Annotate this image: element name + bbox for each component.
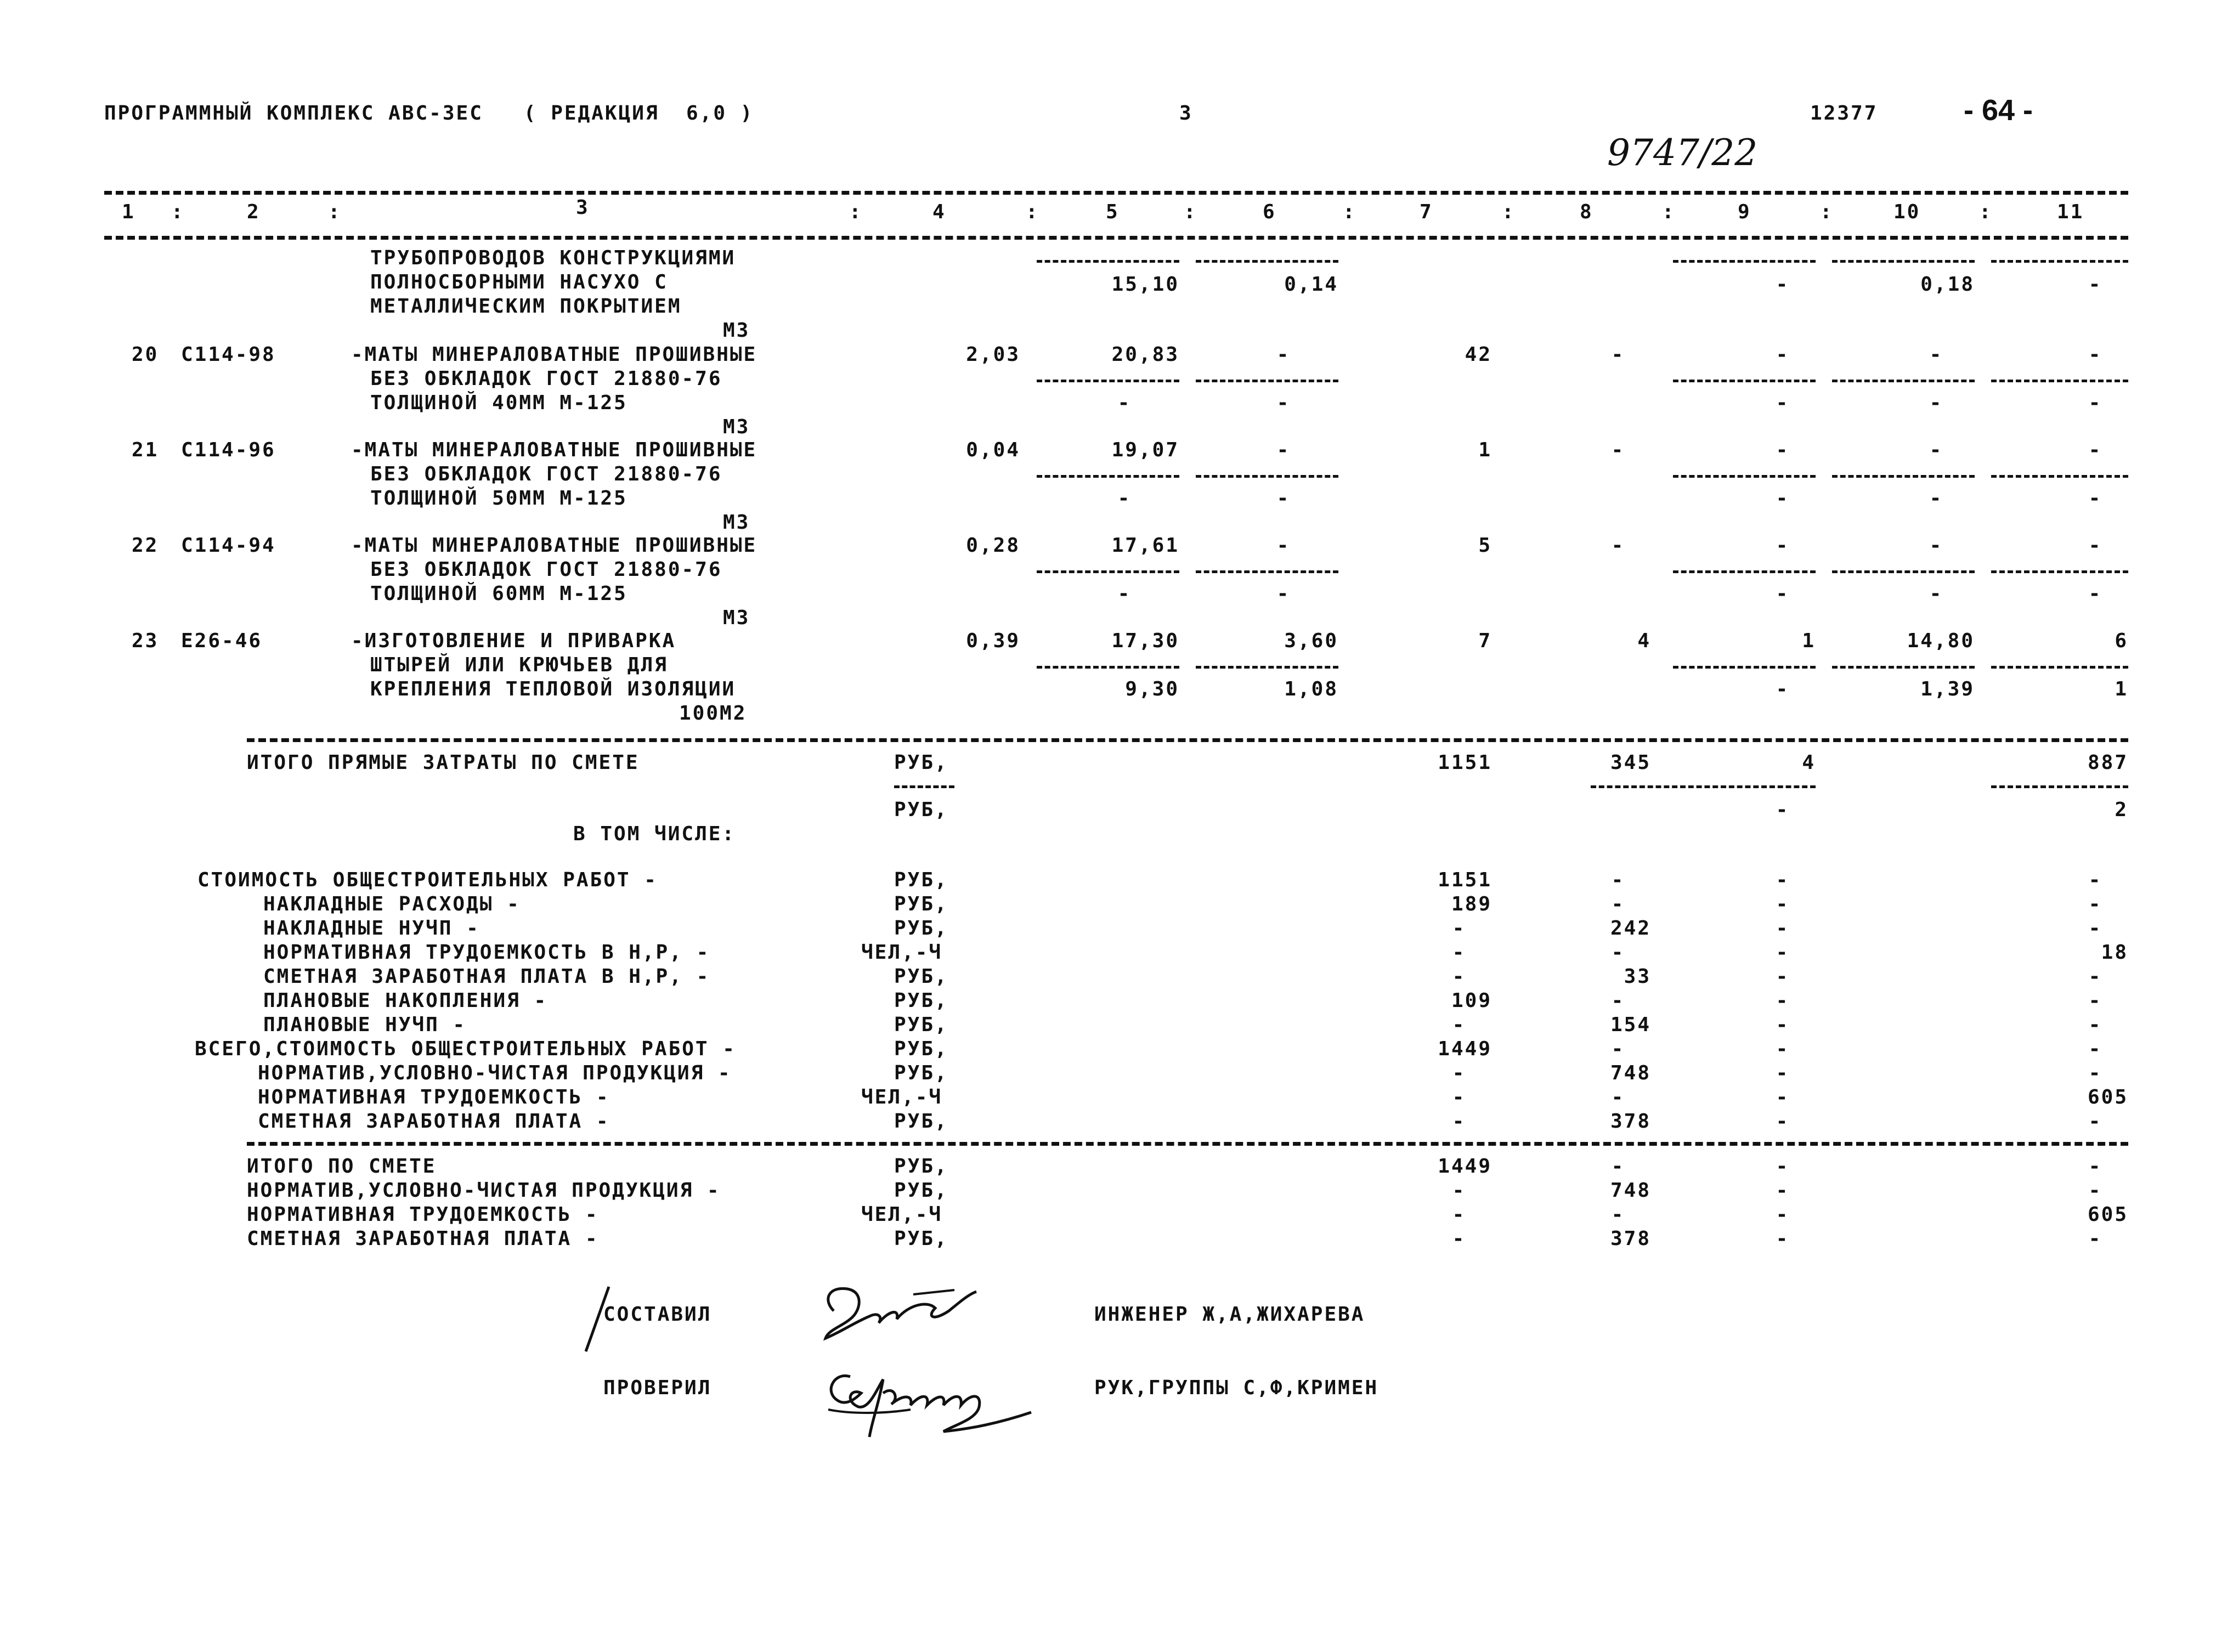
cell-rule	[1991, 475, 2128, 478]
cell-c8: -	[1611, 343, 1625, 366]
cell-c11: -	[2088, 1155, 2102, 1178]
composed-by: ИНЖЕНЕР Ж,А,ЖИХАРЕВА	[1094, 1303, 1365, 1326]
cell-c10: -	[1929, 439, 1943, 461]
cell-c9: 4	[1802, 751, 1816, 774]
cell-c11: -	[2088, 989, 2102, 1012]
cell-c7: 1449	[1438, 1155, 1492, 1178]
cell-c8: -	[1611, 439, 1625, 461]
header-bottom-rule	[104, 236, 2128, 240]
cell-c9-sub: -	[1776, 487, 1790, 510]
unit-label: РУБ,	[894, 1110, 948, 1133]
cell-c5: 17,61	[1111, 534, 1179, 557]
top-rule	[104, 191, 2128, 195]
item-label: НАКЛАДНЫЕ НУЧП -	[263, 917, 480, 940]
cell-c9: -	[1776, 989, 1790, 1012]
handwritten-number: 9747/22	[1607, 132, 1758, 174]
unit-label: М3	[723, 416, 750, 438]
cell-c9: 1	[1802, 630, 1816, 652]
cell-c9: -	[1776, 1227, 1790, 1250]
cell-c5-sub: -	[1117, 487, 1132, 510]
cell-rule	[1832, 260, 1975, 263]
cell-c11: -	[2088, 917, 2102, 940]
unit-label: РУБ,	[894, 869, 948, 891]
item-label: НОРМАТИВНАЯ ТРУДОЕМКОСТЬ -	[247, 1203, 599, 1226]
cell-c8: -	[1611, 989, 1625, 1012]
cell-c8: -	[1611, 1086, 1625, 1108]
cell-c11: -	[2088, 343, 2102, 366]
desc-line: КРЕПЛЕНИЯ ТЕПЛОВОЙ ИЗОЛЯЦИИ	[370, 678, 736, 700]
cell-c11: 18	[2101, 941, 2128, 964]
unit-label: РУБ,	[894, 799, 948, 821]
cell-c11: -	[2088, 1062, 2102, 1084]
cell-c8: 748	[1610, 1179, 1651, 1202]
cell-c8: -	[1611, 1155, 1625, 1178]
cell-c10-sub: -	[1929, 582, 1943, 605]
col-header-10: 10	[1893, 201, 1921, 223]
cell-c11: 6	[2115, 630, 2128, 652]
signature-composed	[817, 1278, 982, 1349]
cell-c11-sub: -	[2088, 582, 2102, 605]
col-sep: :	[171, 201, 185, 223]
cell-rule	[1037, 260, 1179, 263]
row-number: 22	[132, 534, 159, 557]
section-rule	[247, 1142, 2128, 1146]
cell-c11: -	[2088, 1179, 2102, 1202]
row-code: С114-98	[181, 343, 276, 366]
page-number: - 64 -	[1964, 94, 2033, 127]
cell-c11: -	[2088, 439, 2102, 461]
cell-c10: 14,80	[1907, 630, 1975, 652]
cell-c9: -	[1776, 1038, 1790, 1060]
cell-rule	[1196, 475, 1338, 478]
cell-c11: -	[2088, 1014, 2102, 1036]
cell-c9: -	[1776, 1179, 1790, 1202]
cell-rule	[1991, 380, 2128, 382]
item-label: СМЕТНАЯ ЗАРАБОТНАЯ ПЛАТА В Н,Р, -	[263, 965, 710, 988]
signature-checked	[817, 1355, 1037, 1453]
cell-c7: -	[1452, 1062, 1466, 1084]
item-label: СМЕТНАЯ ЗАРАБОТНАЯ ПЛАТА -	[247, 1227, 599, 1250]
cell-rule	[1196, 260, 1338, 263]
cell-c8: 748	[1610, 1062, 1651, 1084]
col-sep: :	[1662, 201, 1676, 223]
cell-c7: -	[1452, 1203, 1466, 1226]
cell-c11: -	[2088, 869, 2102, 891]
cell-c7: 7	[1478, 630, 1492, 652]
unit-label: ЧЕЛ,-Ч	[861, 1203, 943, 1226]
cell-c6-sub: 1,08	[1284, 678, 1338, 700]
cell-rule	[1991, 570, 2128, 573]
cell-rule	[1196, 666, 1338, 669]
item-label: НАКЛАДНЫЕ РАСХОДЫ -	[263, 893, 521, 915]
unit-label: РУБ,	[894, 1038, 948, 1060]
cell-rule	[1673, 666, 1816, 669]
unit-label: 100М2	[679, 702, 747, 725]
cell-c11: -	[2088, 893, 2102, 915]
col-header-5: 5	[1106, 201, 1120, 223]
cell-c8: 378	[1610, 1110, 1651, 1133]
desc-line: ПОЛНОСБОРНЫМИ НАСУХО С	[370, 271, 668, 293]
cell-c7: 1	[1478, 439, 1492, 461]
cell-c7: -	[1452, 1086, 1466, 1108]
item-label: ИТОГО ПО СМЕТЕ	[247, 1155, 437, 1178]
item-label: НОРМАТИВ,УСЛОВНО-ЧИСТАЯ ПРОДУКЦИЯ -	[258, 1062, 732, 1084]
col-sep: :	[1026, 201, 1039, 223]
col-sep: :	[1979, 201, 1993, 223]
desc-line: ТОЛЩИНОЙ 60ММ М-125	[370, 582, 628, 605]
unit-label: ЧЕЛ,-Ч	[861, 941, 943, 964]
cell-c6-sub: -	[1276, 582, 1291, 605]
cell-c11-sub: 1	[2115, 678, 2128, 700]
col-sep: :	[849, 201, 863, 223]
cell-c11: 887	[2087, 751, 2128, 774]
unit-label: РУБ,	[894, 1227, 948, 1250]
col-sep: :	[328, 201, 342, 223]
col-header-6: 6	[1263, 201, 1276, 223]
unit-label: М3	[723, 511, 750, 534]
item-label: СТОИМОСТЬ ОБЩЕСТРОИТЕЛЬНЫХ РАБОТ -	[197, 869, 658, 891]
cell-c10: 0,18	[1920, 273, 1975, 296]
unit-label: РУБ,	[894, 965, 948, 988]
unit-label: РУБ,	[894, 1179, 948, 1202]
cell-c9: -	[1776, 965, 1790, 988]
cell-c8: 345	[1610, 751, 1651, 774]
item-label: НОРМАТИВНАЯ ТРУДОЕМКОСТЬ В Н,Р, -	[263, 941, 710, 964]
desc-line: -МАТЫ МИНЕРАЛОВАТНЫЕ ПРОШИВНЫЕ	[351, 439, 757, 461]
cell-c10-sub: -	[1929, 392, 1943, 414]
cell-c10: -	[1929, 343, 1943, 366]
cell-rule	[1591, 785, 1816, 788]
col-header-8: 8	[1580, 201, 1593, 223]
cell-c9: -	[1776, 917, 1790, 940]
desc-line: БЕЗ ОБКЛАДОК ГОСТ 21880-76	[370, 367, 722, 390]
cell-rule	[1832, 666, 1975, 669]
cell-c4: 0,28	[966, 534, 1020, 557]
col-sep: :	[1343, 201, 1356, 223]
cell-c11: -	[2088, 273, 2102, 296]
cell-c6: -	[1276, 439, 1291, 461]
cell-c5-sub: -	[1117, 582, 1132, 605]
cell-c9: -	[1776, 893, 1790, 915]
desc-line: БЕЗ ОБКЛАДОК ГОСТ 21880-76	[370, 463, 722, 485]
cell-c9: -	[1776, 1062, 1790, 1084]
cell-c11-sub: 2	[2115, 799, 2128, 821]
cell-c7: 109	[1451, 989, 1492, 1012]
col-sep: :	[1502, 201, 1516, 223]
cell-c4: 0,04	[966, 439, 1020, 461]
cell-c6: 3,60	[1284, 630, 1338, 652]
col-header-11: 11	[2057, 201, 2084, 223]
cell-c7: 1449	[1438, 1038, 1492, 1060]
desc-line: ШТЫРЕЙ ИЛИ КРЮЧЬЕВ ДЛЯ	[370, 654, 668, 676]
cell-c9: -	[1776, 273, 1790, 296]
row-number: 21	[132, 439, 159, 461]
desc-line: ТОЛЩИНОЙ 50ММ М-125	[370, 487, 628, 510]
cell-c5: 17,30	[1111, 630, 1179, 652]
cell-c8: 242	[1610, 917, 1651, 940]
cell-c9-sub: -	[1776, 678, 1790, 700]
cell-c11: -	[2088, 1038, 2102, 1060]
cell-c6: 0,14	[1284, 273, 1338, 296]
cell-c11: -	[2088, 1110, 2102, 1133]
cell-c7: 1151	[1438, 751, 1492, 774]
desc-line: -ИЗГОТОВЛЕНИЕ И ПРИВАРКА	[351, 630, 676, 652]
cell-rule	[1832, 570, 1975, 573]
cell-c9: -	[1776, 439, 1790, 461]
cell-c11: -	[2088, 534, 2102, 557]
cell-c8: -	[1611, 941, 1625, 964]
row-number: 23	[132, 630, 159, 652]
cell-c5: 20,83	[1111, 343, 1179, 366]
unit-label: РУБ,	[894, 1155, 948, 1178]
unit-label: РУБ,	[894, 1062, 948, 1084]
composed-label: СОСТАВИЛ	[603, 1303, 712, 1326]
direct-total-label: ИТОГО ПРЯМЫЕ ЗАТРАТЫ ПО СМЕТЕ	[247, 751, 640, 774]
cell-c8: -	[1611, 893, 1625, 915]
cell-c9-sub: -	[1776, 392, 1790, 414]
desc-line: ТРУБОПРОВОДОВ КОНСТРУКЦИЯМИ	[370, 247, 736, 269]
checked-by: РУК,ГРУППЫ С,Ф,КРИМЕН	[1094, 1377, 1379, 1399]
cell-c7: -	[1452, 941, 1466, 964]
cell-c7: 42	[1465, 343, 1492, 366]
col-header-4: 4	[932, 201, 946, 223]
unit-label: М3	[723, 319, 750, 342]
cell-rule	[1196, 380, 1338, 382]
cell-c8: -	[1611, 869, 1625, 891]
cell-c8: 33	[1624, 965, 1651, 988]
unit-label: РУБ,	[894, 917, 948, 940]
including-label: В ТОМ ЧИСЛЕ:	[573, 823, 736, 845]
item-label: ВСЕГО,СТОИМОСТЬ ОБЩЕСТРОИТЕЛЬНЫХ РАБОТ -	[195, 1038, 736, 1060]
cell-c5: 19,07	[1111, 439, 1179, 461]
cell-c9: -	[1776, 1014, 1790, 1036]
cell-c9: -	[1776, 869, 1790, 891]
cell-c5-sub: -	[1117, 392, 1132, 414]
cell-rule	[1832, 380, 1975, 382]
col-header-7: 7	[1420, 201, 1433, 223]
desc-line: БЕЗ ОБКЛАДОК ГОСТ 21880-76	[370, 558, 722, 581]
cell-c9: -	[1776, 1203, 1790, 1226]
cell-c7: -	[1452, 1110, 1466, 1133]
cell-rule	[894, 785, 954, 788]
cell-c8: -	[1611, 1203, 1625, 1226]
unit-label: РУБ,	[894, 893, 948, 915]
item-label: СМЕТНАЯ ЗАРАБОТНАЯ ПЛАТА -	[258, 1110, 610, 1133]
cell-c7: -	[1452, 965, 1466, 988]
cell-rule	[1037, 475, 1179, 478]
desc-line: ТОЛЩИНОЙ 40ММ М-125	[370, 392, 628, 414]
unit-label: М3	[723, 607, 750, 629]
cell-rule	[1673, 475, 1816, 478]
item-label: ПЛАНОВЫЕ НАКОПЛЕНИЯ -	[263, 989, 548, 1012]
cell-rule	[1196, 570, 1338, 573]
cell-c9-sub: -	[1776, 582, 1790, 605]
program-title: ПРОГРАММНЫЙ КОМПЛЕКС АВС-3ЕС ( РЕДАКЦИЯ 6,0 )	[104, 102, 754, 125]
cell-rule	[1832, 475, 1975, 478]
cell-rule	[1673, 260, 1816, 263]
row-number: 20	[132, 343, 159, 366]
item-label: НОРМАТИВНАЯ ТРУДОЕМКОСТЬ -	[258, 1086, 610, 1108]
section-rule	[247, 738, 2128, 742]
cell-c6-sub: -	[1276, 487, 1291, 510]
cell-c9: -	[1776, 343, 1790, 366]
cell-c7: -	[1452, 1179, 1466, 1202]
row-code: С114-94	[181, 534, 276, 557]
cell-c7: 1151	[1438, 869, 1492, 891]
desc-line: -МАТЫ МИНЕРАЛОВАТНЫЕ ПРОШИВНЫЕ	[351, 534, 757, 557]
cell-c8: 378	[1610, 1227, 1651, 1250]
cell-c7: -	[1452, 1014, 1466, 1036]
page-center-number: 3	[1179, 102, 1193, 125]
cell-c9: -	[1776, 941, 1790, 964]
cell-c9: -	[1776, 534, 1790, 557]
cell-rule	[1991, 260, 2128, 263]
cell-c11: -	[2088, 965, 2102, 988]
cell-c7: -	[1452, 917, 1466, 940]
item-label: НОРМАТИВ,УСЛОВНО-ЧИСТАЯ ПРОДУКЦИЯ -	[247, 1179, 721, 1202]
cell-c6: -	[1276, 343, 1291, 366]
cell-c5: 15,10	[1111, 273, 1179, 296]
col-header-3: 3	[576, 196, 590, 219]
col-sep: :	[1184, 201, 1197, 223]
col-header-1: 1	[122, 201, 135, 223]
cell-c6: -	[1276, 534, 1291, 557]
col-sep: :	[1820, 201, 1834, 223]
cell-c4: 2,03	[966, 343, 1020, 366]
cell-rule	[1991, 785, 2128, 788]
cell-c8: 154	[1610, 1014, 1651, 1036]
row-code: Е26-46	[181, 630, 263, 652]
cell-c8: 4	[1637, 630, 1651, 652]
cell-c6-sub: -	[1276, 392, 1291, 414]
unit-label: РУБ,	[894, 989, 948, 1012]
cell-c8: -	[1611, 1038, 1625, 1060]
cell-c7: -	[1452, 1227, 1466, 1250]
cell-c5-sub: 9,30	[1125, 678, 1179, 700]
cell-c10-sub: -	[1929, 487, 1943, 510]
cell-c7: 189	[1451, 893, 1492, 915]
item-label: ПЛАНОВЫЕ НУЧП -	[263, 1014, 467, 1036]
row-code: С114-96	[181, 439, 276, 461]
cell-c9: -	[1776, 1110, 1790, 1133]
cell-c11-sub: -	[2088, 487, 2102, 510]
cell-c11: -	[2088, 1227, 2102, 1250]
cell-c11: 605	[2087, 1086, 2128, 1108]
cell-c9: -	[1776, 1086, 1790, 1108]
desc-line: МЕТАЛЛИЧЕСКИМ ПОКРЫТИЕМ	[370, 295, 682, 318]
col-header-2: 2	[247, 201, 261, 223]
cell-c4: 0,39	[966, 630, 1020, 652]
cell-c9-sub: -	[1776, 799, 1790, 821]
unit-label: РУБ,	[894, 1014, 948, 1036]
cell-rule	[1673, 570, 1816, 573]
cell-rule	[1037, 380, 1179, 382]
cell-c11-sub: -	[2088, 392, 2102, 414]
cell-c7: 5	[1478, 534, 1492, 557]
document-code: 12377	[1810, 102, 1878, 125]
cell-rule	[1991, 666, 2128, 669]
desc-line: -МАТЫ МИНЕРАЛОВАТНЫЕ ПРОШИВНЫЕ	[351, 343, 757, 366]
unit-label: ЧЕЛ,-Ч	[861, 1086, 943, 1108]
cell-rule	[1037, 666, 1179, 669]
unit-label: РУБ,	[894, 751, 948, 774]
cell-c11: 605	[2087, 1203, 2128, 1226]
col-header-9: 9	[1738, 201, 1751, 223]
cell-c8: -	[1611, 534, 1625, 557]
checked-label: ПРОВЕРИЛ	[603, 1377, 712, 1399]
cell-rule	[1673, 380, 1816, 382]
cell-c10: -	[1929, 534, 1943, 557]
cell-c10-sub: 1,39	[1920, 678, 1975, 700]
cell-rule	[1037, 570, 1179, 573]
cell-c9: -	[1776, 1155, 1790, 1178]
